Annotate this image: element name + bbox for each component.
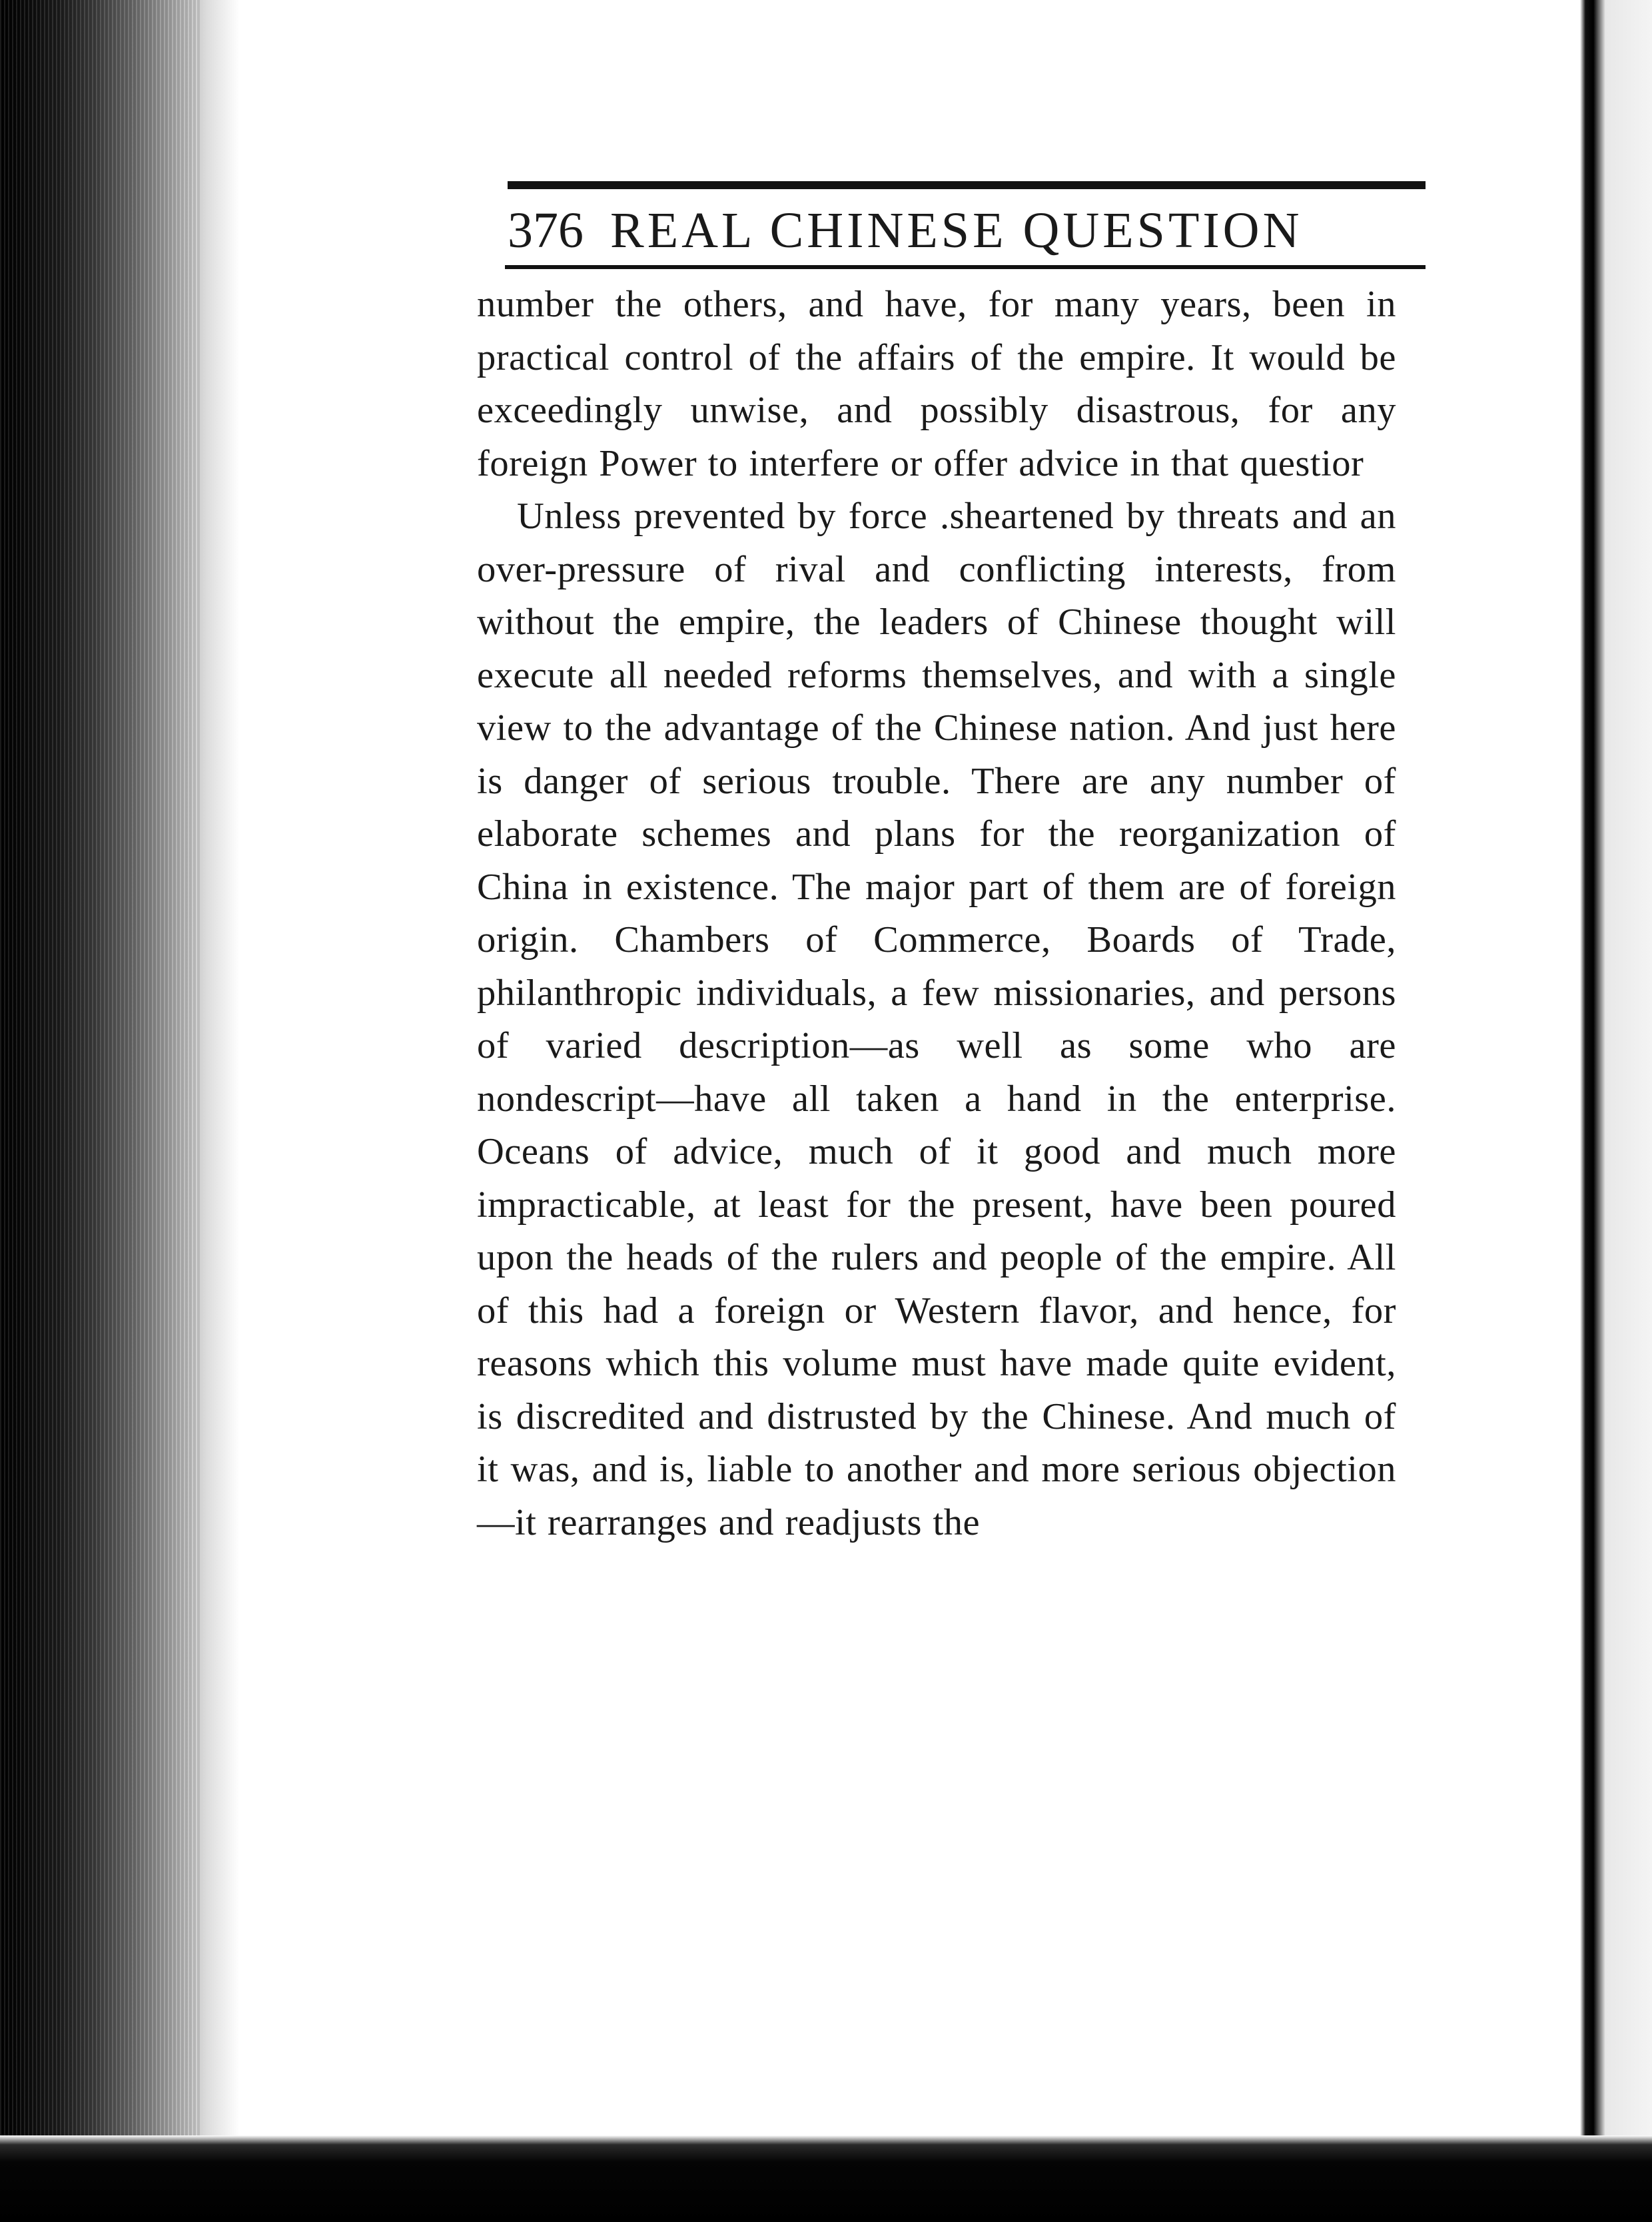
page-number: 376 bbox=[508, 202, 584, 258]
book-page bbox=[453, 181, 1426, 1549]
header-rule-top bbox=[508, 181, 1426, 189]
paragraph: Unless prevented by force .sheartened by threats and an over-pressure of rival and conflicting interests, from without the empire, the leaders of Chinese thought will execute all needed reforms themselves, and with a single view to the advantage of the Chinese nation. And just here is danger of serious trouble. There are any number of elaborate schemes and plans for the reorganization of China in existence. The major part of them are of foreign origin. Chambers of Commerce, Boards of Trade, philanthropic individuals, a few missionaries, and persons of varied description—as well as some who are nondescript—have all taken a hand in the enterprise. Oceans of advice, much of it good and much more impracticable, at least for the present, have been poured upon the heads of the rulers and people of the empire. All of this had a foreign or Western flavor, and hence, for reasons which this volume must have made quite evident, is discredited and distrusted by the Chinese. And much of it was, and is, liable to another and more serious objection—it rearranges and readjusts the bbox=[477, 496, 1396, 1543]
running-title: REAL CHINESE QUESTION bbox=[610, 202, 1303, 258]
body-text bbox=[477, 278, 1396, 1549]
right-page-edge bbox=[1565, 0, 1652, 2222]
gutter-texture bbox=[0, 0, 200, 2222]
bottom-page-edge bbox=[0, 2135, 1652, 2222]
running-header bbox=[508, 198, 1426, 262]
paragraph-continued: number the others, and have, for many years, been in practical control of the affairs of the empire. It would be exceedingly unwise, and possibly disastrous, for any foreign Power to interfere or offer advice in that questior bbox=[477, 284, 1396, 484]
header-rule-bottom bbox=[505, 265, 1426, 269]
